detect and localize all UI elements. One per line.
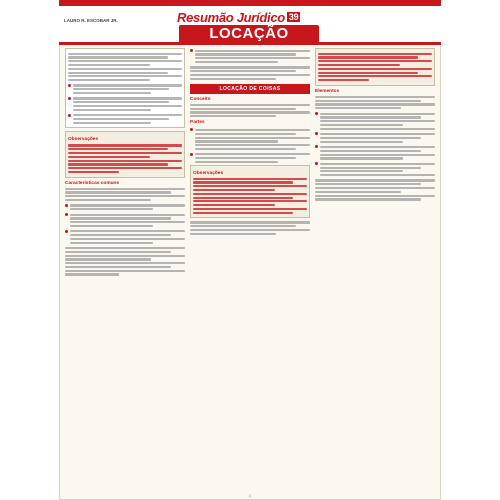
- list-item: [315, 161, 435, 178]
- note-heading-middle: Observações: [193, 170, 224, 176]
- sheet-header: [59, 6, 441, 45]
- list-item: [68, 113, 182, 126]
- list-item: [190, 127, 310, 151]
- title-banner: [179, 25, 319, 43]
- list-item: [65, 203, 185, 212]
- reference-sheet: [59, 0, 441, 500]
- author-name: LAURO R. ESCOBAR JR.: [64, 18, 118, 23]
- column-right: [315, 48, 435, 488]
- note-box-right: [315, 48, 435, 86]
- list-item: [315, 111, 435, 132]
- note-heading: Observações: [68, 137, 99, 143]
- list-item: [315, 144, 435, 161]
- list-item: [65, 229, 185, 246]
- column-middle: [190, 48, 310, 488]
- list-item: [68, 96, 182, 113]
- intro-box: [65, 48, 185, 128]
- list-item: [315, 131, 435, 144]
- list-item: [68, 83, 182, 96]
- series-title: [177, 10, 300, 25]
- content-columns: [65, 48, 435, 488]
- list-item: [65, 212, 185, 229]
- section-heading-left: Características comuns: [65, 180, 120, 186]
- series-number: 39: [288, 12, 299, 22]
- subheading-parties: Partes: [190, 120, 205, 126]
- section-banner: LOCAÇÃO DE COISAS: [190, 84, 310, 94]
- note-box-left: [65, 131, 185, 177]
- page-title: LOCAÇÃO: [209, 25, 289, 42]
- column-left: [65, 48, 185, 488]
- section-heading-right: Elementos: [315, 88, 340, 94]
- list-item: [190, 48, 310, 65]
- page-number: 1: [248, 493, 252, 498]
- note-box-middle: [190, 165, 310, 219]
- series-name: Resumão Jurídico: [177, 10, 285, 25]
- subheading-concept: Conceito: [190, 96, 211, 102]
- list-item: [190, 152, 310, 165]
